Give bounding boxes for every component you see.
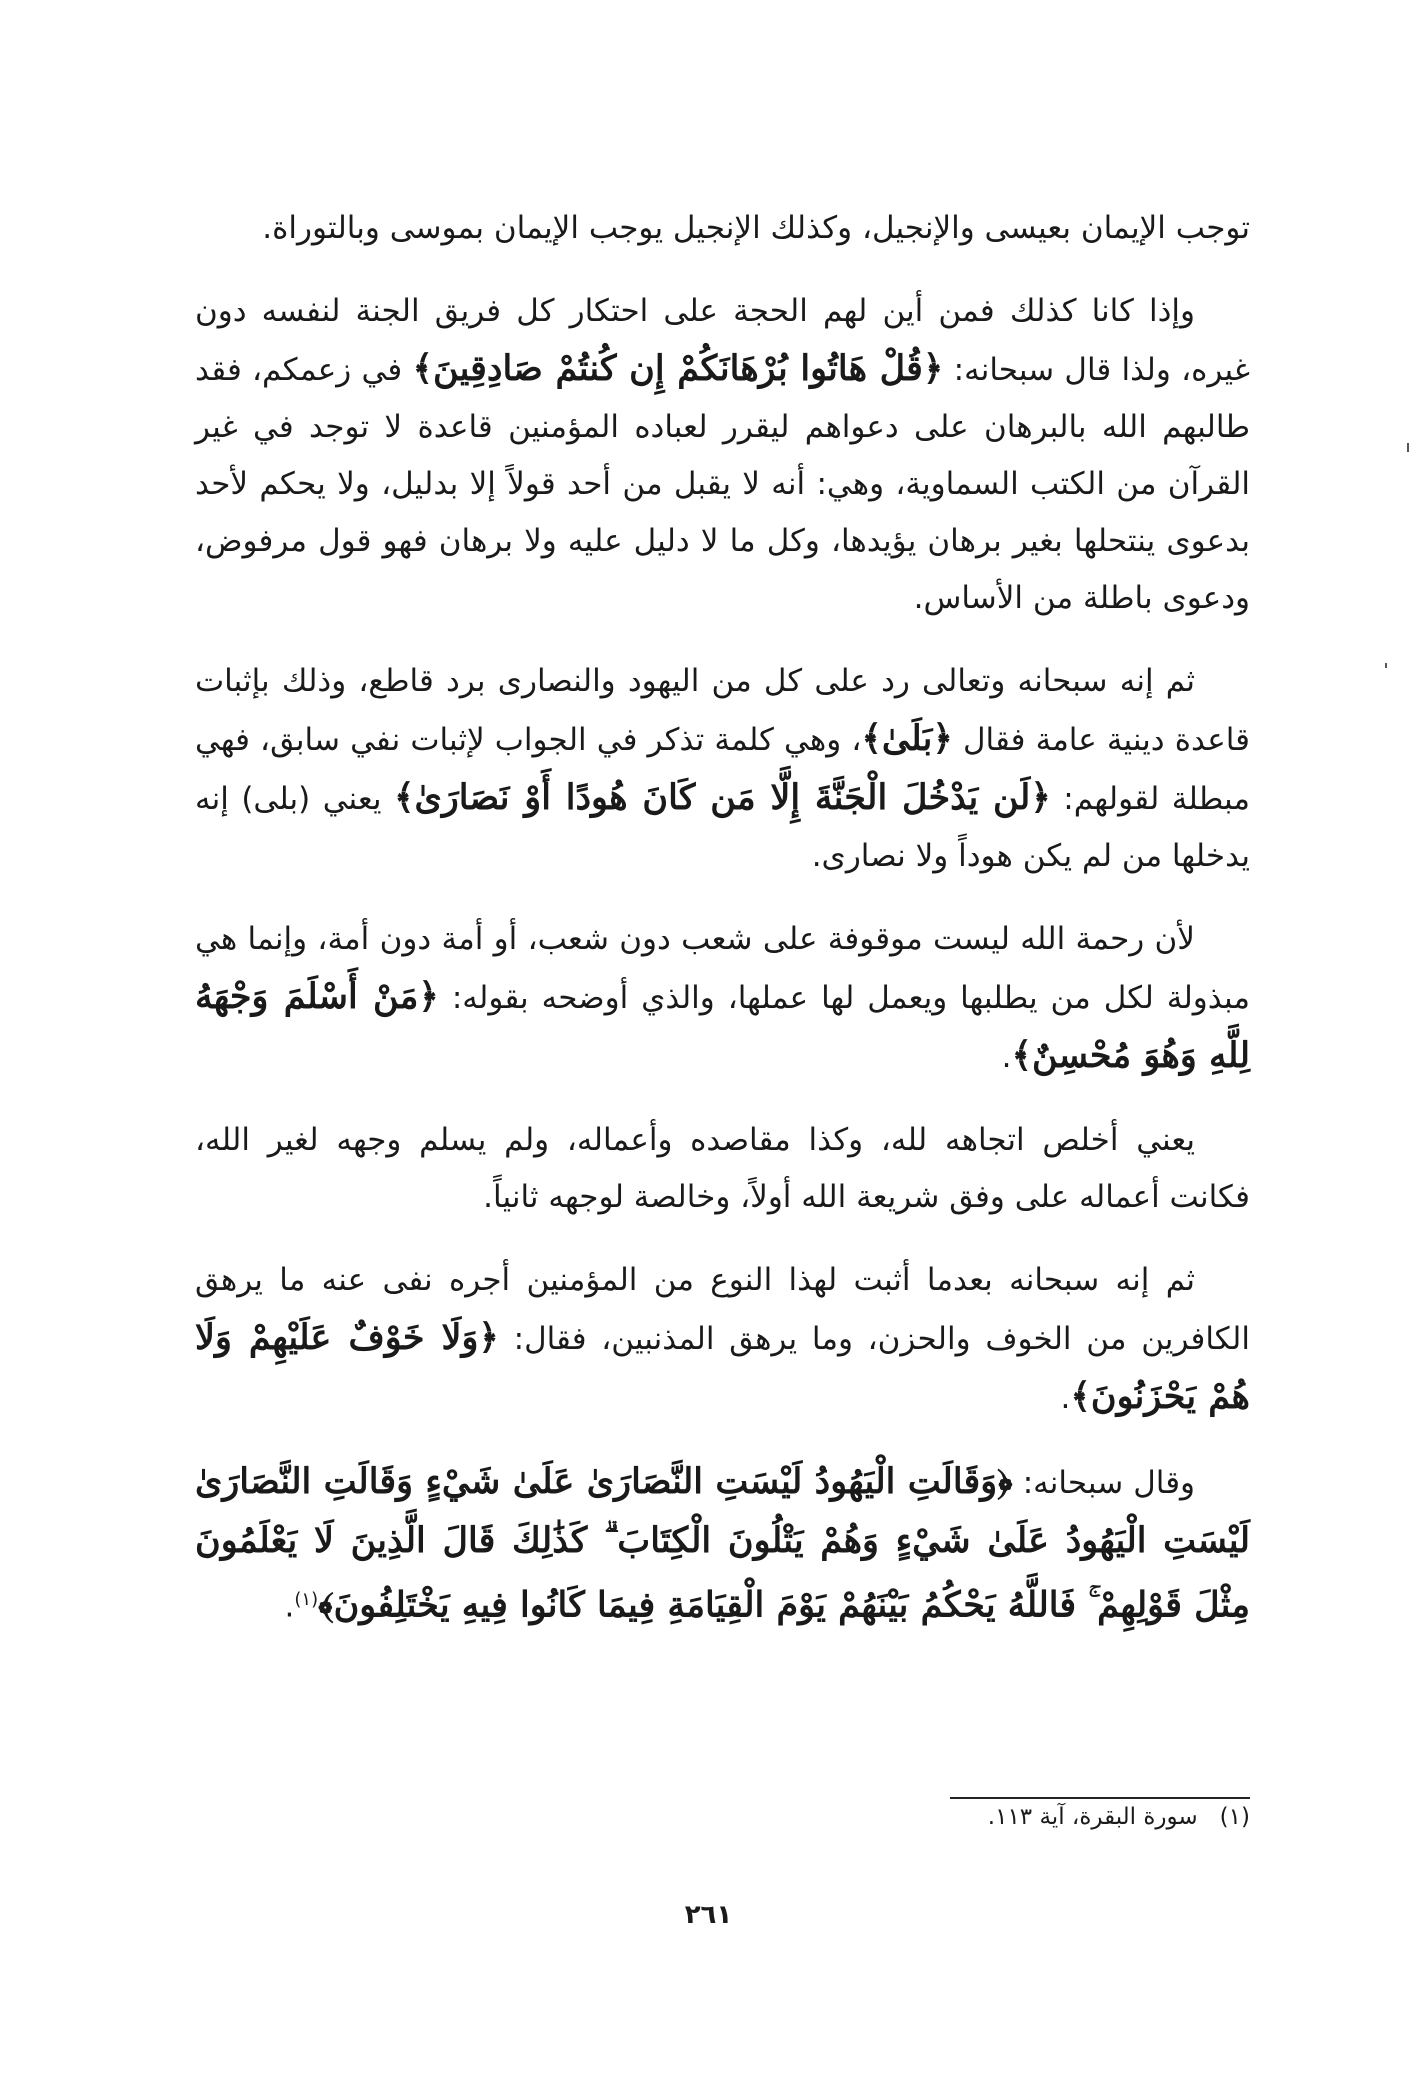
quran-verse: ﴿مَنْ أَسْلَمَ وَجْهَهُ لِلَّهِ وَهُوَ مُحْسِنٌ﴾ [195, 976, 1250, 1076]
footnote-number: (١) [1219, 1804, 1250, 1830]
quran-verse: ﴿بَلَىٰ﴾ [861, 718, 953, 759]
paragraph-text: يعني (بلى) إنه يدخلها من لم يكن هوداً ولا نصارى. [195, 781, 1250, 874]
paragraph [195, 283, 1250, 627]
main-text [195, 200, 1250, 1661]
margin-mark [1385, 663, 1387, 668]
margin-mark [1407, 443, 1409, 452]
quran-verse: ﴿وَقَالَتِ الْيَهُودُ لَيْسَتِ النَّصَارَىٰ عَلَىٰ شَيْءٍ وَقَالَتِ النَّصَارَىٰ لَيْسَتِ الْيَهُودُ عَلَىٰ شَيْءٍ وَهُمْ يَتْلُونَ الْكِتَابَ ۗ كَذَٰلِكَ قَالَ الَّذِينَ لَا يَعْلَمُونَ مِثْلَ قَوْلِهِمْ ۚ فَاللَّهُ يَحْكُمُ بَيْنَهُمْ يَوْمَ الْقِيَامَةِ فِيمَا كَانُوا فِيهِ يَخْتَلِفُونَ﴾ [195, 1461, 1250, 1626]
footnote [988, 1800, 1250, 1834]
footnote-reference: (١) [294, 1589, 319, 1610]
paragraph-text: وقال سبحانه: [1012, 1465, 1195, 1501]
paragraph-text: . [1060, 1380, 1071, 1416]
paragraph [195, 653, 1250, 885]
paragraph [195, 1453, 1250, 1635]
paragraph-text: لأن رحمة الله ليست موقوفة على شعب دون شعب، أو أمة دون أمة، وإنما هي مبذولة لكل من يطلبها ويعمل لها عملها، والذي أوضحه بقوله: [195, 921, 1250, 1016]
paragraph-text: . [284, 1588, 295, 1625]
quran-verse: ﴿وَلَا خَوْفٌ عَلَيْهِمْ وَلَا هُمْ يَحْزَنُونَ﴾ [195, 1317, 1250, 1417]
paragraph-text: ، وهي كلمة تذكر في الجواب لإثبات نفي سابق، فهي مبطلة لقولهم: [195, 722, 1250, 817]
paragraph-text: وإذا كانا كذلك فمن أين لهم الحجة على احتكار كل فريق الجنة لنفسه دون غيره، ولذا قال سبحانه: [195, 293, 1251, 388]
paragraph [195, 1112, 1250, 1226]
paragraph-text: توجب الإيمان بعيسى والإنجيل، وكذلك الإنجيل يوجب الإيمان بموسى وبالتوراة. [262, 210, 1250, 246]
paragraph-text: يعني أخلص اتجاهه لله، وكذا مقاصده وأعماله، ولم يسلم وجهه لغير الله، فكانت أعماله على وفق شريعة الله أولاً، وخالصة لوجهه ثانياً. [195, 1122, 1250, 1215]
paragraph-text: ثم إنه سبحانه وتعالى رد على كل من اليهود والنصارى برد قاطع، وذلك بإثبات قاعدة دينية عامة فقال [195, 663, 1250, 758]
paragraph [195, 200, 1250, 257]
paragraph-text: ثم إنه سبحانه بعدما أثبت لهذا النوع من المؤمنين أجره نفى عنه ما يرهق الكافرين من الخوف والحزن، وما يرهق المذنبين، فقال: [195, 1262, 1250, 1357]
paragraph-text: في زعمكم، فقد طالبهم الله بالبرهان على دعواهم ليقرر لعباده المؤمنين قاعدة لا توجد في غير القرآن من الكتب السماوية، وهي: أنه لا يقبل من أحد قولاً إلا بدليل، ولا يحكم لأحد بدعوى ينتحلها بغير برهان يؤيدها، وكل ما لا دليل عليه ولا برهان فهو قول مرفوض، ودعوى باطلة من الأساس. [195, 352, 1250, 616]
footnote-separator [950, 1797, 1250, 1799]
page-number: ٢٦١ [684, 1900, 733, 1930]
paragraph [195, 1252, 1250, 1427]
paragraph [195, 911, 1250, 1086]
footnote-text: سورة البقرة، آية ١١٣. [987, 1804, 1198, 1830]
quran-verse: ﴿قُلْ هَاتُوا بُرْهَانَكُمْ إِن كُنتُمْ صَادِقِينَ﴾ [412, 348, 944, 389]
quran-verse: ﴿لَن يَدْخُلَ الْجَنَّةَ إِلَّا مَن كَانَ هُودًا أَوْ نَصَارَىٰ﴾ [393, 777, 1051, 818]
paragraph-text: . [1001, 1039, 1012, 1075]
